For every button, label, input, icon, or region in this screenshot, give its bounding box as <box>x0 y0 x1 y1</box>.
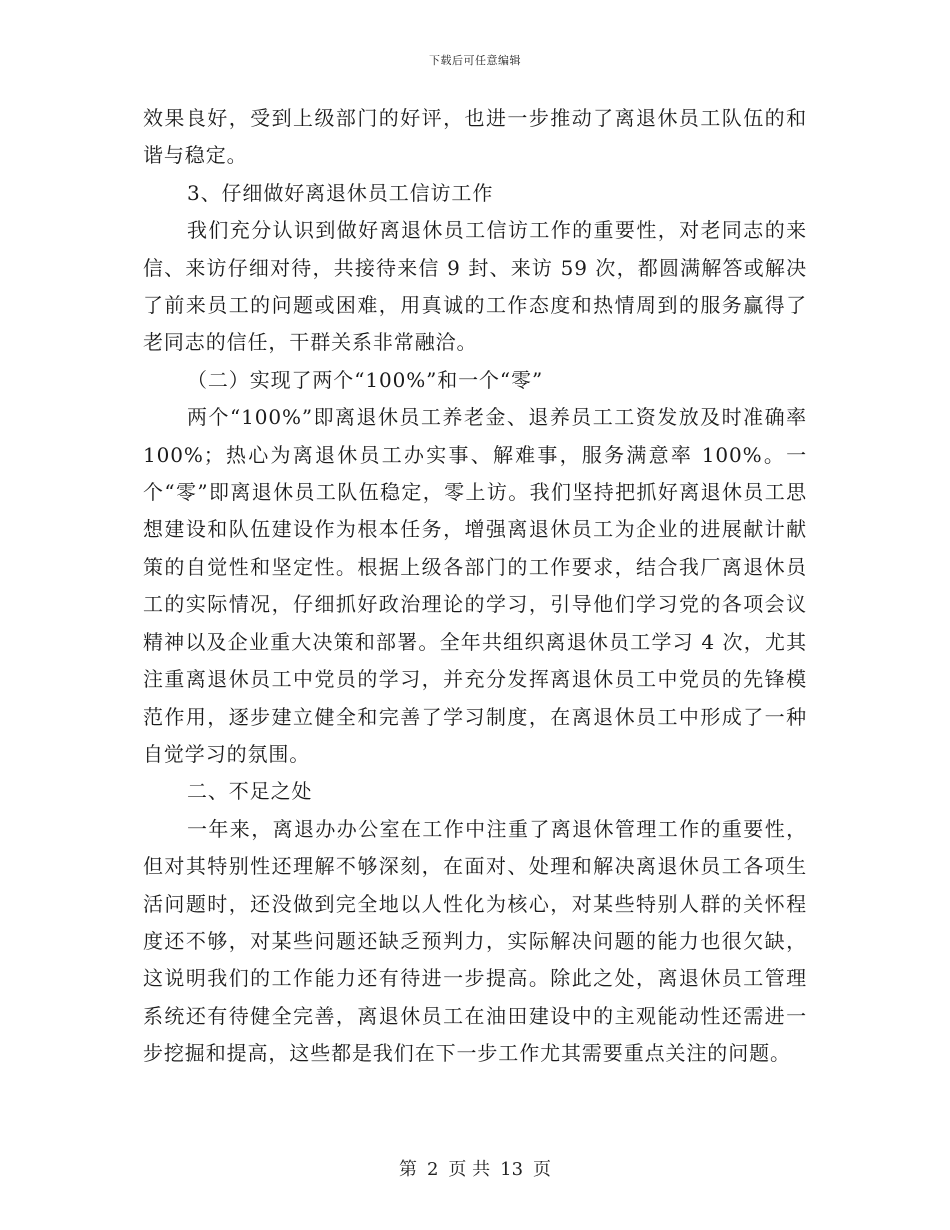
page-header-note: 下载后可任意编辑 <box>429 54 521 67</box>
page-footer <box>0 1155 950 1181</box>
section-heading-shortcomings: 二、不足之处 <box>187 779 313 804</box>
section-heading-achievements: （二）实现了两个“100%”和一个“零” <box>187 367 544 392</box>
section-heading-petition: 3、仔细做好离退休员工信访工作 <box>187 180 494 205</box>
footer-suffix: 页 <box>533 1159 552 1180</box>
footer-page-number: 2 <box>426 1159 439 1180</box>
paragraph-petition-work: 我们充分认识到做好离退休员工信访工作的重要性，对老同志的来信、来访仔细对待，共接待来信 9 封、来访 59 次，都圆满解答或解决了前来员工的问题或困难，用真诚的工作态度和热情周到的服务赢得了老同志的信任，干群关系非常融洽。 <box>143 218 807 355</box>
paragraph-continuation: 效果良好，受到上级部门的好评，也进一步推动了离退休员工队伍的和谐与稳定。 <box>143 106 807 168</box>
document-body <box>143 100 807 1073</box>
footer-middle: 页 共 <box>448 1159 491 1180</box>
footer-total-pages: 13 <box>500 1159 524 1180</box>
paragraph-shortcomings: 一年来，离退办办公室在工作中注重了离退休管理工作的重要性，但对其特别性还理解不够深刻，在面对、处理和解决离退休员工各项生活问题时，还没做到完全地以人性化为核心，对某些特别人群的关怀程度还不够，对某些问题还缺乏预判力，实际解决问题的能力也很欠缺，这说明我们的工作能力还有待进一步提高。除此之处，离退休员工管理系统还有待健全完善，离退休员工在油田建设中的主观能动性还需进一步挖掘和提高，这些都是我们在下一步工作尤其需要重点关注的问题。 <box>143 816 807 1066</box>
paragraph-achievements: 两个“100%”即离退休员工养老金、退养员工工资发放及时准确率 100%；热心为离退休员工办实事、解难事，服务满意率 100%。一个“零”即离退休员工队伍稳定，零上访。我们坚持把抓好离退休员工思想建设和队伍建设作为根本任务，增强离退休员工为企业的进展献计献策的自觉性和坚定性。根据上级各部门的工作要求，结合我厂离退休员工的实际情况，仔细抓好政治理论的学习，引导他们学习党的各项会议精神以及企业重大决策和部署。全年共组织离退休员工学习 4 次，尤其注重离退休员工中党员的学习，并充分发挥离退休员工中党员的先锋模范作用，逐步建立健全和完善了学习制度，在离退休员工中形成了一种自觉学习的氛围。 <box>143 405 807 766</box>
footer-prefix: 第 <box>398 1159 417 1180</box>
